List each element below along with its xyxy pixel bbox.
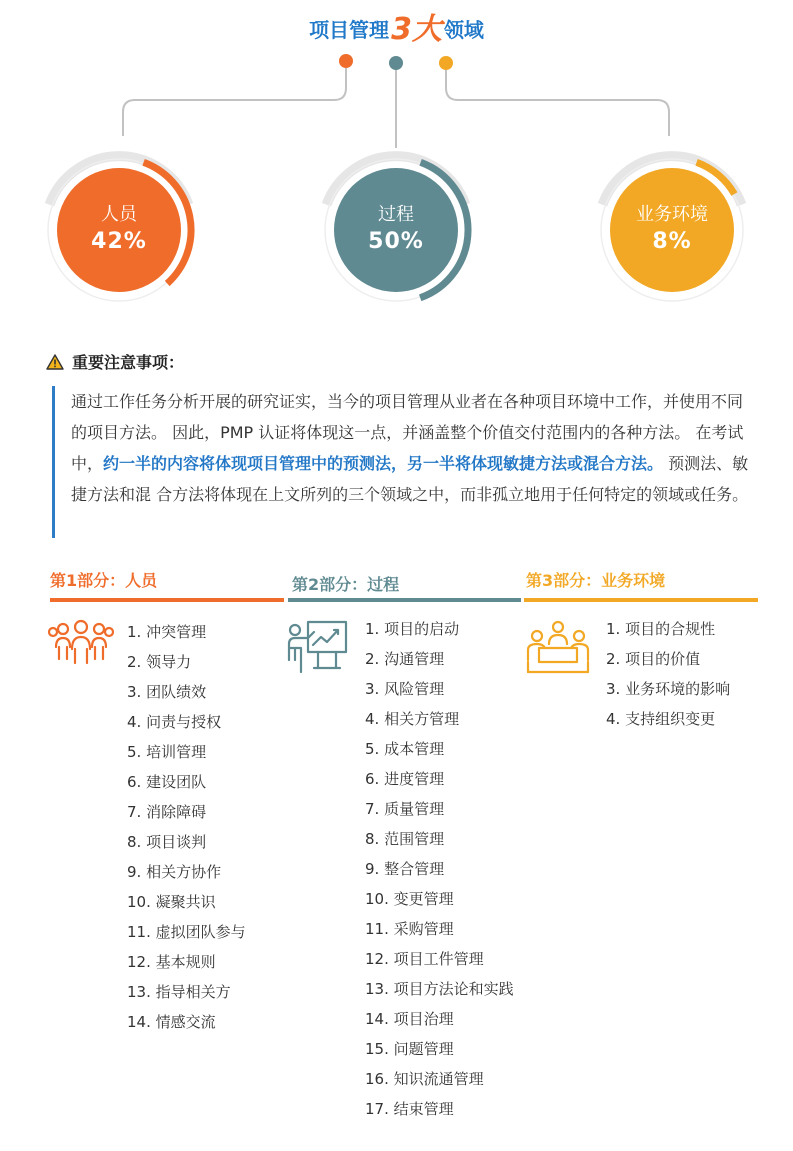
list-item: 2. 项目的价值 bbox=[606, 650, 701, 668]
list-item: 13. 指导相关方 bbox=[127, 983, 231, 1001]
section-list-business bbox=[606, 614, 730, 734]
domain-circle-process bbox=[334, 168, 458, 292]
list-item: 12. 项目工件管理 bbox=[365, 950, 484, 968]
list-item: 11. 采购管理 bbox=[365, 920, 454, 938]
section-title-people: 第1部分：人员 bbox=[50, 571, 158, 590]
list-item: 9. 整合管理 bbox=[365, 860, 445, 878]
notice-highlight: 约一半的内容将体现项目管理中的预测法，另一半将体现敏捷方法或混合方法。 bbox=[103, 454, 664, 473]
notice-body bbox=[52, 386, 752, 538]
section-bar-process bbox=[288, 598, 521, 602]
list-item: 9. 相关方协作 bbox=[127, 863, 222, 881]
list-item: 13. 项目方法论和实践 bbox=[365, 980, 514, 998]
connector-people bbox=[123, 62, 346, 136]
list-item: 5. 成本管理 bbox=[365, 740, 445, 758]
domain-percent: 8% bbox=[652, 229, 692, 254]
list-item: 4. 支持组织变更 bbox=[606, 710, 716, 728]
list-item: 10. 变更管理 bbox=[365, 890, 454, 908]
list-item: 14. 情感交流 bbox=[127, 1013, 216, 1031]
meeting-table-icon bbox=[525, 620, 591, 676]
connector-business bbox=[446, 63, 669, 136]
list-item: 15. 问题管理 bbox=[365, 1040, 454, 1058]
list-item: 5. 培训管理 bbox=[127, 743, 207, 761]
notice-heading-text: 重要注意事项： bbox=[72, 353, 185, 372]
section-title-process: 第2部分：过程 bbox=[292, 575, 400, 594]
domain-circle-people bbox=[57, 168, 181, 292]
list-item: 7. 质量管理 bbox=[365, 800, 445, 818]
title-number: 3大 bbox=[391, 12, 442, 47]
list-item: 6. 进度管理 bbox=[365, 770, 445, 788]
people-group-icon bbox=[48, 617, 114, 667]
domain-label: 过程 bbox=[378, 204, 414, 225]
dot-people bbox=[339, 54, 353, 68]
list-item: 16. 知识流通管理 bbox=[365, 1070, 484, 1088]
list-item: 1. 项目的合规性 bbox=[606, 620, 716, 638]
domain-percent: 50% bbox=[368, 229, 424, 254]
list-item: 12. 基本规则 bbox=[127, 953, 216, 971]
domain-percent: 42% bbox=[91, 229, 147, 254]
title-prefix: 项目管理 bbox=[309, 18, 390, 42]
dot-business bbox=[439, 56, 453, 70]
presentation-chart-icon bbox=[286, 618, 350, 674]
list-item: 2. 沟通管理 bbox=[365, 650, 445, 668]
list-item: 14. 项目治理 bbox=[365, 1010, 454, 1028]
section-list-people bbox=[127, 617, 246, 1037]
notice-paragraph bbox=[71, 386, 752, 510]
dot-process bbox=[389, 56, 403, 70]
notice-heading bbox=[46, 350, 184, 373]
list-item: 8. 范围管理 bbox=[365, 830, 445, 848]
domain-label: 业务环境 bbox=[636, 204, 708, 225]
section-bar-people bbox=[50, 598, 284, 602]
list-item: 10. 凝聚共识 bbox=[127, 893, 216, 911]
list-item: 4. 问责与授权 bbox=[127, 713, 222, 731]
list-item: 3. 业务环境的影响 bbox=[606, 680, 731, 698]
section-title-business: 第3部分：业务环境 bbox=[526, 571, 666, 590]
warning-icon bbox=[46, 354, 64, 370]
list-item: 1. 冲突管理 bbox=[127, 623, 207, 641]
domain-circle-business bbox=[610, 168, 734, 292]
section-bar-business bbox=[524, 598, 758, 602]
list-item: 2. 领导力 bbox=[127, 653, 192, 671]
domain-label: 人员 bbox=[101, 204, 137, 225]
list-item: 8. 项目谈判 bbox=[127, 833, 207, 851]
section-list-process bbox=[365, 614, 514, 1124]
list-item: 3. 团队绩效 bbox=[127, 683, 207, 701]
list-item: 6. 建设团队 bbox=[127, 773, 207, 791]
list-item: 11. 虚拟团队参与 bbox=[127, 923, 246, 941]
list-item: 4. 相关方管理 bbox=[365, 710, 460, 728]
title-suffix: 领域 bbox=[443, 18, 484, 42]
notice-text: 通过工作任务分析开展的研究证实，当今的项目管理从业者在各种项目环境中工作，并使用不同的项目方法。 因此，PMP 认证将体现这一点，并涵盖整个价值交付范围内的各种方法。 在考试中， bbox=[71, 392, 744, 473]
list-item: 17. 结束管理 bbox=[365, 1100, 454, 1118]
list-item: 1. 项目的启动 bbox=[365, 620, 460, 638]
notice-text: 预测法、敏捷方法和混 合方法将体现在上文所列的三个领域之中，而非孤立地用于任何特定的领域或任务。 bbox=[71, 454, 749, 504]
list-item: 7. 消除障碍 bbox=[127, 803, 207, 821]
list-item: 3. 风险管理 bbox=[365, 680, 445, 698]
